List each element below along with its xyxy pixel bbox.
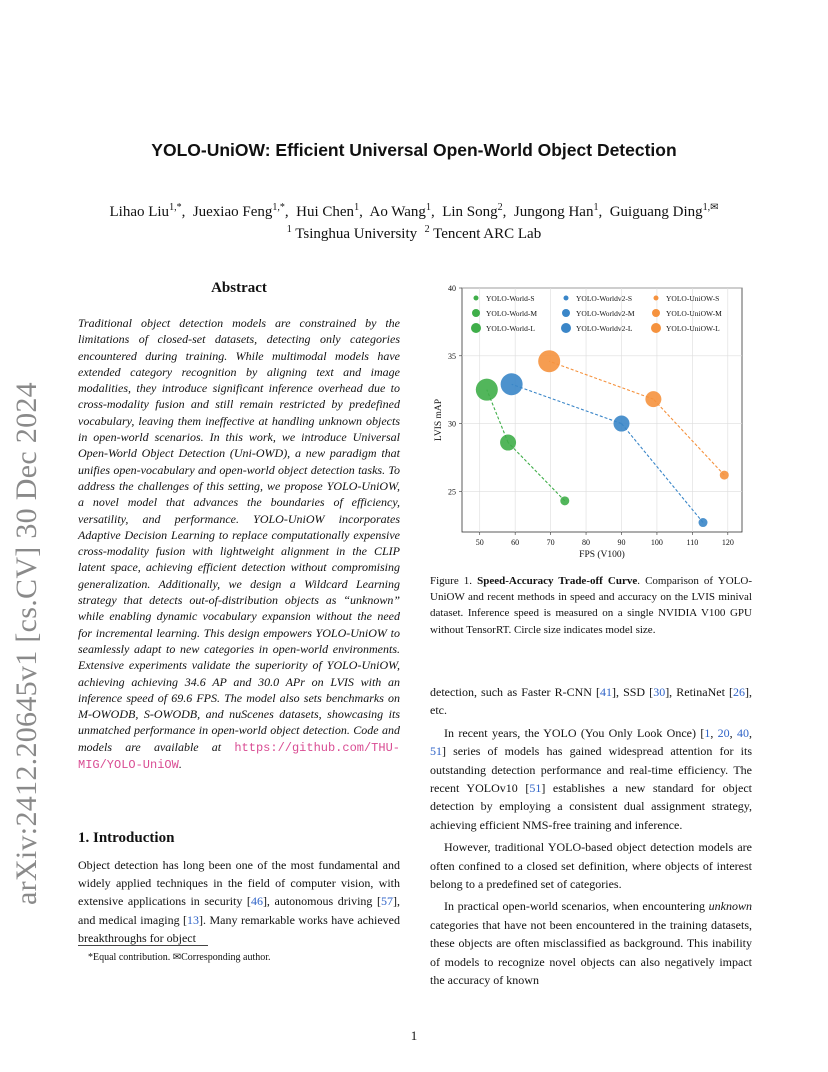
author: Ao Wang$^1$ — [369, 202, 431, 220]
x-tick-label: 90 — [617, 538, 626, 547]
data-point — [538, 350, 560, 372]
data-point — [613, 416, 629, 432]
author: Jungong Han$^1$ — [513, 202, 599, 220]
legend-marker — [561, 323, 571, 333]
data-point — [501, 373, 523, 395]
paper-title: YOLO-UniOW: Efficient Universal Open-World Object Detection — [151, 140, 677, 160]
y-tick-label: 30 — [448, 419, 456, 429]
right-column-body — [430, 683, 752, 994]
data-point — [699, 518, 708, 527]
x-axis-label: FPS (V100) — [579, 550, 625, 560]
author-list: Lihao Liu$^{1,*}$, Juexiao Feng$^{1,*}$, Hui Chen$^1$, Ao Wang$^1$, Lin Song$^2$, Jungong Han$^1$, Guiguang Ding$^{1,✉}$ — [109, 202, 719, 220]
x-tick-label: 50 — [475, 538, 484, 547]
y-tick-label: 35 — [448, 351, 456, 361]
author: Lihao Liu$^{1,*}$ — [109, 202, 182, 220]
speed-accuracy-chart — [430, 280, 752, 580]
legend-label: YOLO-UniOW-S — [666, 294, 720, 303]
x-tick-label: 100 — [650, 538, 663, 547]
y-tick-label: 25 — [448, 487, 456, 497]
legend-label: YOLO-World-L — [486, 324, 535, 333]
data-point — [645, 391, 661, 407]
citation-link[interactable]: 40 — [737, 725, 749, 740]
author: Lin Song$^2$ — [442, 202, 503, 220]
arxiv-stamp: arXiv:2412.20645v1 [cs.CV] 30 Dec 2024 — [10, 382, 43, 905]
legend-marker — [562, 309, 570, 317]
data-point — [720, 471, 729, 480]
paragraph: In practical open-world scenarios, when encountering unknown categories that have not been encountered in the training datasets, these objects are often misclassified as background. This inability of models to recognize novel objects can also negatively impact the accuracy of known — [430, 899, 752, 988]
legend-label: YOLO-UniOW-M — [666, 309, 722, 318]
legend-label: YOLO-World-S — [486, 294, 535, 303]
affiliations: $^1$ Tsinghua University $^2$ Tencent ARC Lab — [286, 224, 542, 242]
section-heading-introduction: 1. Introduction — [78, 830, 175, 846]
legend-label: YOLO-Worldv2-S — [576, 294, 633, 303]
legend-marker — [651, 323, 661, 333]
author: Hui Chen$^1$ — [296, 202, 360, 220]
legend-marker — [652, 309, 660, 317]
data-point — [560, 496, 569, 505]
legend-marker — [474, 296, 479, 301]
legend-marker — [564, 296, 569, 301]
footnote: *Equal contribution. ✉Corresponding author. — [88, 952, 271, 963]
citation-link[interactable]: 13 — [187, 912, 200, 927]
citation-link[interactable]: 57 — [381, 894, 393, 909]
legend-label: YOLO-UniOW-L — [666, 324, 720, 333]
introduction-paragraph: Object detection has long been one of the most fundamental and widely applied techniques in the field of computer vision, with extensive applications in security [46], autonomous driving [57], and medical imaging [13]. Many remarkable works have achieved breakthroughs for object — [78, 858, 400, 945]
legend-marker — [654, 296, 659, 301]
paragraph: In recent years, the YOLO (You Only Look Once) [1, 20, 40, 51] series of models has gained widespread attention for its outstanding detection performance and real-time efficiency. The recent YOLOv10 [51] establishes a new standard for object detection by employing a consistent dual assignment strategy, achieving efficient NMS-free training and inference. — [430, 725, 752, 832]
x-tick-label: 60 — [511, 538, 520, 547]
author: Guiguang Ding$^{1,✉}$ — [609, 202, 719, 220]
citation-link[interactable]: 26 — [732, 685, 745, 699]
citation-link[interactable]: 41 — [600, 685, 613, 699]
citation-link[interactable]: 20 — [717, 725, 730, 740]
legend-label: YOLO-Worldv2-L — [576, 324, 633, 333]
citation-link[interactable]: 30 — [653, 685, 666, 699]
x-tick-label: 120 — [721, 538, 734, 547]
abstract-heading: Abstract — [211, 280, 267, 296]
figure-caption: Figure 1. Speed-Accuracy Trade-off Curve. Comparison of YOLO-UniOW and recent methods in speed and accuracy on the LVIS minival dataset. Inference speed is measured on a single NVIDIA V100 GPU without TensorRT. Circle size indicates model size. — [430, 575, 752, 636]
citation-link[interactable]: 51 — [430, 744, 442, 759]
citation-link[interactable]: 46 — [250, 894, 263, 909]
x-tick-label: 70 — [546, 538, 555, 547]
abstract-body: Traditional object detection models are constrained by the limitations of closed-set datasets, detecting only categories encountered during training. While multimodal models have extended category recognition by aligning text and image modalities, they introduce significant inference overhead due to cross-modality fusion and still remain restricted by predefined vocabulary, leaving them ineffective at handling unknown objects in open-world scenarios. In this work, we introduce Universal Open-World Object Detection (Uni-OWD), a new paradigm that unifies open-vocabulary and open-world object detection tasks. To address the challenges of this setting, we propose YOLO-UniOW, a novel model that advances the boundaries of efficiency, versatility, and performance. YOLO-UniOW incorporates Adaptive Decision Learning to replace computationally expensive cross-modality fusion with lightweight alignment in the CLIP latent space, achieving efficient detection without compromising generalization. Additionally, we design a Wildcard Learning strategy that detects out-of-distribution objects as “unknown” while enabling dynamic vocabulary expansion without the need for incremental learning. This design empowers YOLO-UniOW to seamlessly adapt to new categories in open-world environments. Extensive experiments validate the superiority of YOLO-UniOW, achieving achieving 34.6 AP and 30.0 APr on LVIS with an inference speed of 69.6 FPS. The model also sets benchmarks on M-OWODB, S-OWODB, and nuScenes datasets, showcasing its unmatched performance in open-world object detection. Code and models are available at https://github.com/THU-MIG/YOLO-UniOW. — [78, 316, 400, 773]
y-axis-label: LVIS mAP — [434, 398, 444, 442]
paragraph: detection, such as Faster R-CNN [41], SSD [30], RetinaNet [26], etc. — [430, 685, 752, 718]
legend-marker — [471, 323, 481, 333]
paragraph: However, traditional YOLO-based object detection models are often confined to a closed set definition, where objects of interest belong to a predefined set of categories. — [430, 840, 752, 892]
data-point — [500, 435, 516, 451]
legend-label: YOLO-World-M — [486, 309, 538, 318]
x-tick-label: 110 — [686, 538, 699, 547]
citation-link[interactable]: 1 — [704, 725, 711, 740]
legend-marker — [472, 309, 480, 317]
citation-link[interactable]: 51 — [529, 781, 542, 796]
legend-label: YOLO-Worldv2-M — [576, 309, 635, 318]
x-tick-label: 80 — [582, 538, 591, 547]
page-number: 1 — [410, 1028, 418, 1043]
code-link[interactable]: https://github.com/THU-MIG/YOLO-UniOW — [78, 740, 400, 773]
data-point — [476, 379, 498, 401]
author: Juexiao Feng$^{1,*}$ — [192, 202, 285, 220]
footnote-rule — [78, 945, 208, 946]
y-tick-label: 40 — [448, 284, 456, 293]
